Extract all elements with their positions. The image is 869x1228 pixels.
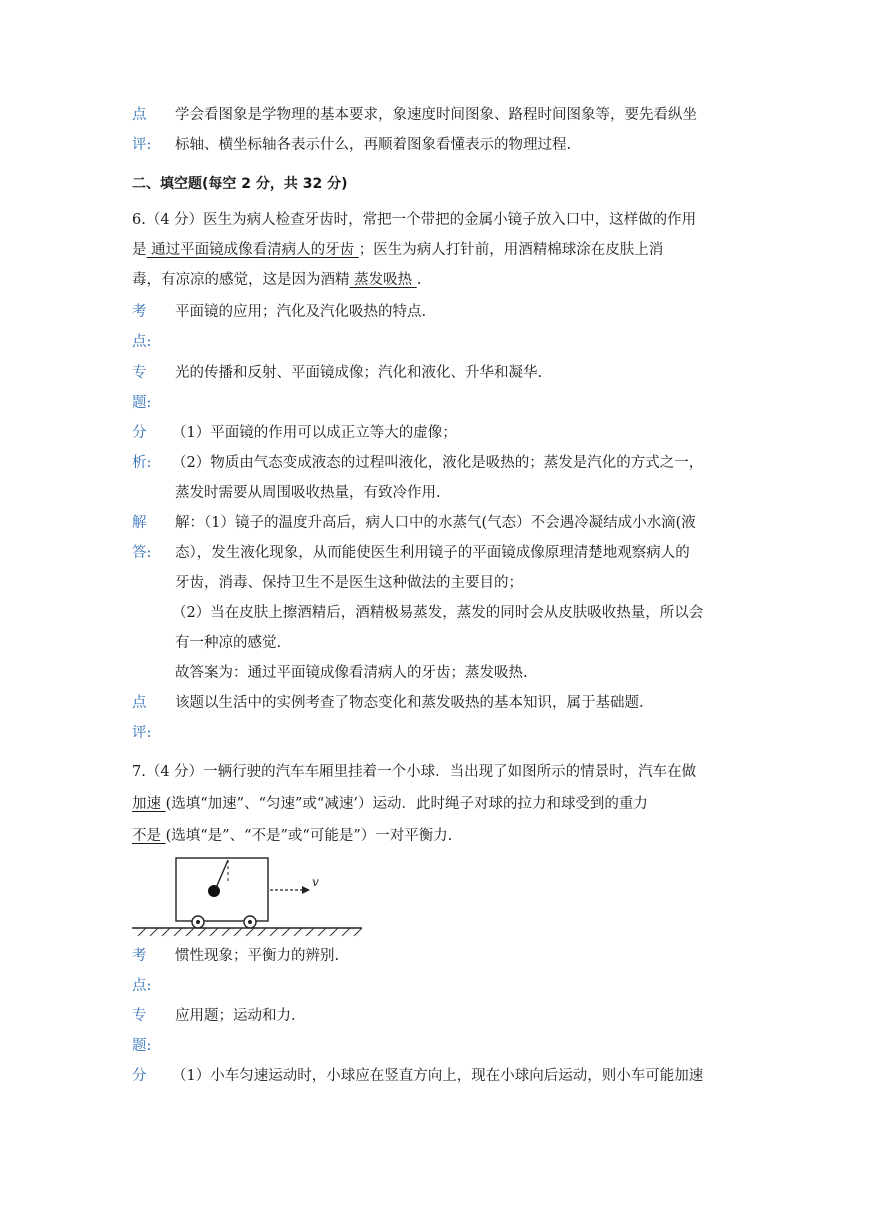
q7-zhuan-label: 专	[132, 1008, 147, 1024]
q6-zhuan-text: 光的传播和反射、平面镜成像；汽化和液化、升华和凝华.	[175, 365, 543, 381]
velocity-label: v	[312, 875, 319, 889]
section-title: 二、填空题(每空 2 分，共 32 分)	[132, 176, 348, 192]
q7-line2-rest: (选填“加速”、“匀速”或“减速’）运动．此时绳子对球的拉力和球受到的重力	[165, 796, 648, 812]
q7-zhuan-label-2: 题:	[132, 1038, 152, 1054]
q6-line2-rest: ；医生为病人打针前，用酒精棉球涂在皮肤上消	[358, 242, 664, 258]
q6-kao-label: 考	[132, 304, 147, 320]
cart-body	[176, 858, 268, 921]
q6-jie-text-1: 解：（1）镜子的温度升高后，病人口中的水蒸气(气态）不会遇冷凝结成小水滴(液	[175, 515, 696, 531]
q6-prefix: 是	[132, 242, 147, 258]
velocity-arrow	[270, 886, 310, 894]
q6-fen-text-2: （2）物质由气态变成液态的过程叫液化，液化是吸热的；蒸发是汽化的方式之一，	[172, 455, 704, 471]
q6-jie-label: 解	[132, 515, 147, 531]
q6-jie-text-3: 牙齿，消毒、保持卫生不是医生这种做法的主要目的；	[175, 575, 523, 591]
q6-dian-text: 该题以生活中的实例考查了物态变化和蒸发吸热的基本知识，属于基础题.	[175, 695, 644, 711]
q7-kao-label-2: 点:	[132, 978, 152, 994]
q6-jie-label-2: 答:	[132, 545, 152, 561]
q7-stem-line3	[132, 826, 452, 846]
comment-text-2: 标轴、横坐标轴各表示什么，再顺着图象看懂表示的物理过程.	[175, 137, 572, 153]
comment-label-2: 评:	[132, 137, 152, 153]
q6-kao-text: 平面镜的应用；汽化及汽化吸热的特点.	[175, 304, 427, 320]
q7-fen-label: 分	[132, 1068, 147, 1084]
q6-zhuan-label-2: 题:	[132, 395, 152, 411]
q6-answer-blank-2: 蒸发吸热	[349, 272, 417, 288]
q7-stem-line2	[132, 794, 648, 814]
ground-hatching	[132, 928, 362, 936]
q6-dian-label-2: 评:	[132, 725, 152, 741]
q7-zhuan-text: 应用题；运动和力.	[175, 1008, 296, 1024]
q7-fen-text-1: （1）小车匀速运动时，小球应在竖直方向上，现在小球向后运动，则小车可能加速	[172, 1068, 704, 1084]
q6-jie-text-4: （2）当在皮肤上擦酒精后，酒精极易蒸发，蒸发的同时会从皮肤吸收热量，所以会	[172, 605, 704, 621]
q6-answer-blank-1: 通过平面镜成像看清病人的牙齿	[146, 242, 359, 258]
wheel-right-hub	[248, 920, 252, 924]
comment-label-1: 点	[132, 107, 147, 123]
q6-jie-text-2: 态），发生液化现象，从而能使医生利用镜子的平面镜成像原理清楚地观察病人的	[175, 545, 690, 561]
q6-jie-text-5: 有一种凉的感觉.	[175, 635, 282, 651]
q7-kao-label: 考	[132, 948, 147, 964]
q6-stem-line2	[132, 240, 663, 260]
cart-figure	[132, 856, 372, 944]
q6-stem-line3	[132, 270, 421, 290]
q7-kao-text: 惯性现象；平衡力的辨别.	[175, 948, 340, 964]
q6-line3-start: 毒，有凉凉的感觉，这是因为酒精	[132, 272, 350, 288]
q6-fen-text-1: （1）平面镜的作用可以成正立等大的虚像；	[172, 425, 457, 441]
q6-stem-line1: 6.（4 分）医生为病人检查牙齿时，常把一个带把的金属小镜子放入口中，这样做的作用	[132, 212, 697, 228]
comment-text-1: 学会看图象是学物理的基本要求，象速度时间图象、路程时间图象等，要先看纵坐	[175, 107, 697, 123]
q6-fen-text-3: 蒸发时需要从周围吸收热量，有致冷作用.	[175, 485, 441, 501]
q6-kao-label-2: 点:	[132, 334, 152, 350]
q6-fen-label: 分	[132, 425, 147, 441]
q7-line3-rest: (选填“是”、“不是”或“可能是”）一对平衡力.	[165, 828, 453, 844]
q6-line3-end: .	[416, 272, 422, 288]
wheel-left-hub	[196, 920, 200, 924]
pendulum-ball	[208, 885, 220, 897]
q7-answer-blank-2: 不是	[132, 828, 166, 844]
q6-jie-text-6: 故答案为：通过平面镜成像看清病人的牙齿；蒸发吸热.	[175, 665, 528, 681]
q6-zhuan-label: 专	[132, 365, 147, 381]
q6-dian-label: 点	[132, 695, 147, 711]
q6-fen-label-2: 析:	[132, 455, 152, 471]
q7-stem-line1: 7.（4 分）一辆行驶的汽车车厢里挂着一个小球．当出现了如图所示的情景时，汽车在做	[132, 764, 697, 780]
q7-answer-blank-1: 加速	[132, 796, 166, 812]
